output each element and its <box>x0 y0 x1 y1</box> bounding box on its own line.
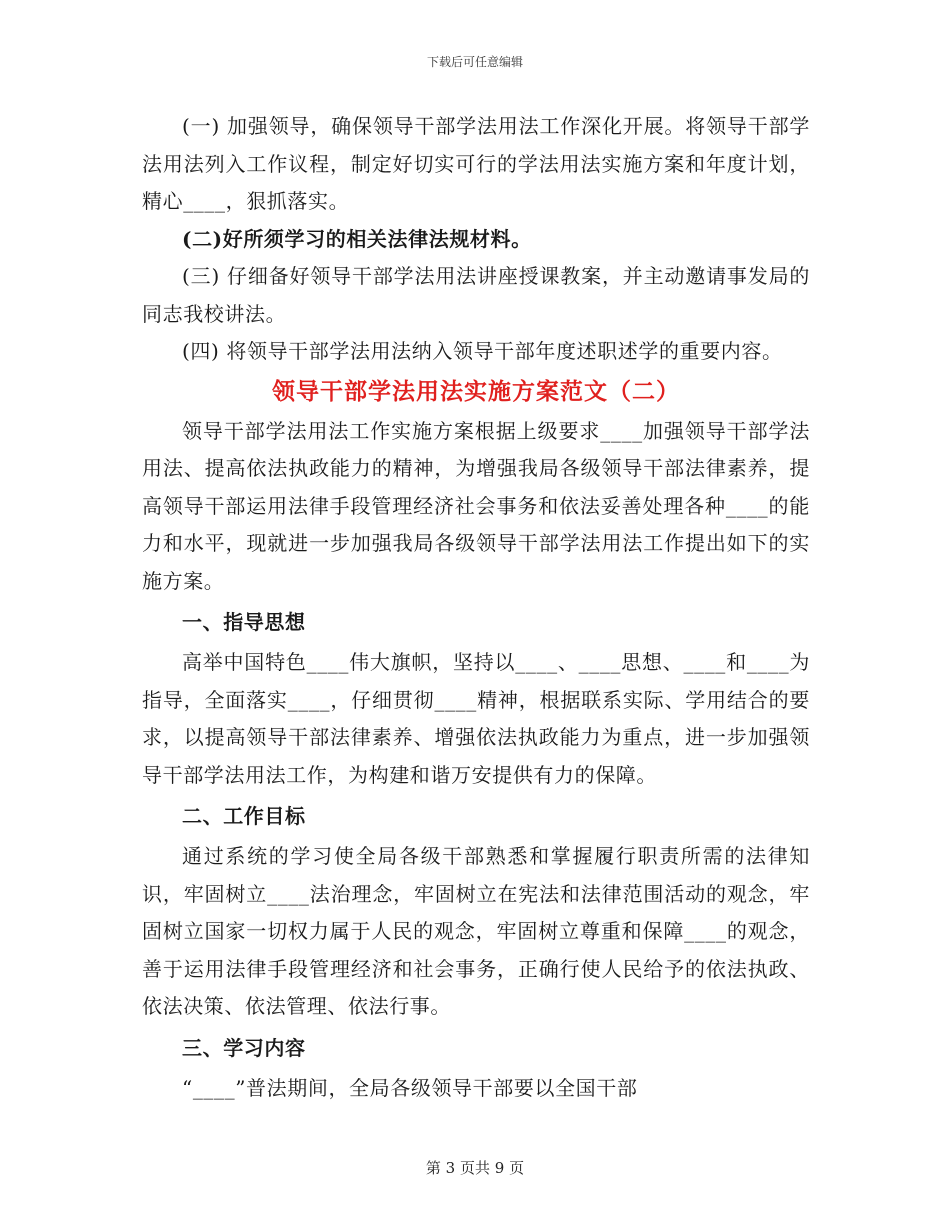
page-footer: 第 3 页共 9 页 <box>425 1159 525 1177</box>
page-header: 下载后可任意编辑 <box>426 55 523 69</box>
paragraph-2: (二)好所须学习的相关法律法规材料。 <box>182 226 532 251</box>
paragraph-6: 高举中国特色____伟大旗帜，坚持以____、____思想、____和____为指导，全面落实____，仔细贯彻____精神，根据联系实际、学用结合的要求，以提高领导干部法律素养、增强依法执政能力为重点，进一步加强领导干部学法用法工作，为构建和谐万安提供有力的保障。 <box>142 650 810 787</box>
paragraph-3: (三) 仔细备好领导干部学法用法讲座授课教案，并主动邀请事发局的同志我校讲法。 <box>142 264 810 326</box>
document-body <box>142 108 810 1107</box>
paragraph-1: (一) 加强领导，确保领导干部学法用法工作深化开展。将领导干部学法用法列入工作议程，制定好切实可行的学法用法实施方案和年度计划，精心____，狠抓落实。 <box>142 114 810 213</box>
paragraph-7: 通过系统的学习使全局各级干部熟悉和掌握履行职责所需的法律知识，牢固树立____法治理念，牢固树立在宪法和法律范围活动的观念，牢固树立国家一切权力属于人民的观念，牢固树立尊重和保障____的观念，善于运用法律手段管理经济和社会事务，正确行使人民给予的依法执政、依法决策、依法管理、依法行事。 <box>142 844 810 1018</box>
section-heading-2: 二、工作目标 <box>182 804 306 828</box>
section-heading-3: 三、学习内容 <box>182 1035 306 1060</box>
paragraph-8: “____”普法期间，全局各级领导干部要以全国干部 <box>182 1075 638 1100</box>
paragraph-5: 领导干部学法用法工作实施方案根据上级要求____加强领导干部学法用法、提高依法执政能力的精神，为增强我局各级领导干部法律素养，提高领导干部运用法律手段管理经济社会事务和依法妥善处理各种____的能力和水平，现就进一步加强我局各级领导干部学法用法工作提出如下的实施方案。 <box>142 418 810 593</box>
document-title: 领导干部学法用法实施方案范文（二） <box>272 377 680 405</box>
paragraph-4: (四) 将领导干部学法用法纳入领导干部年度述职述学的重要内容。 <box>182 339 783 363</box>
section-heading-1: 一、指导思想 <box>182 610 306 634</box>
